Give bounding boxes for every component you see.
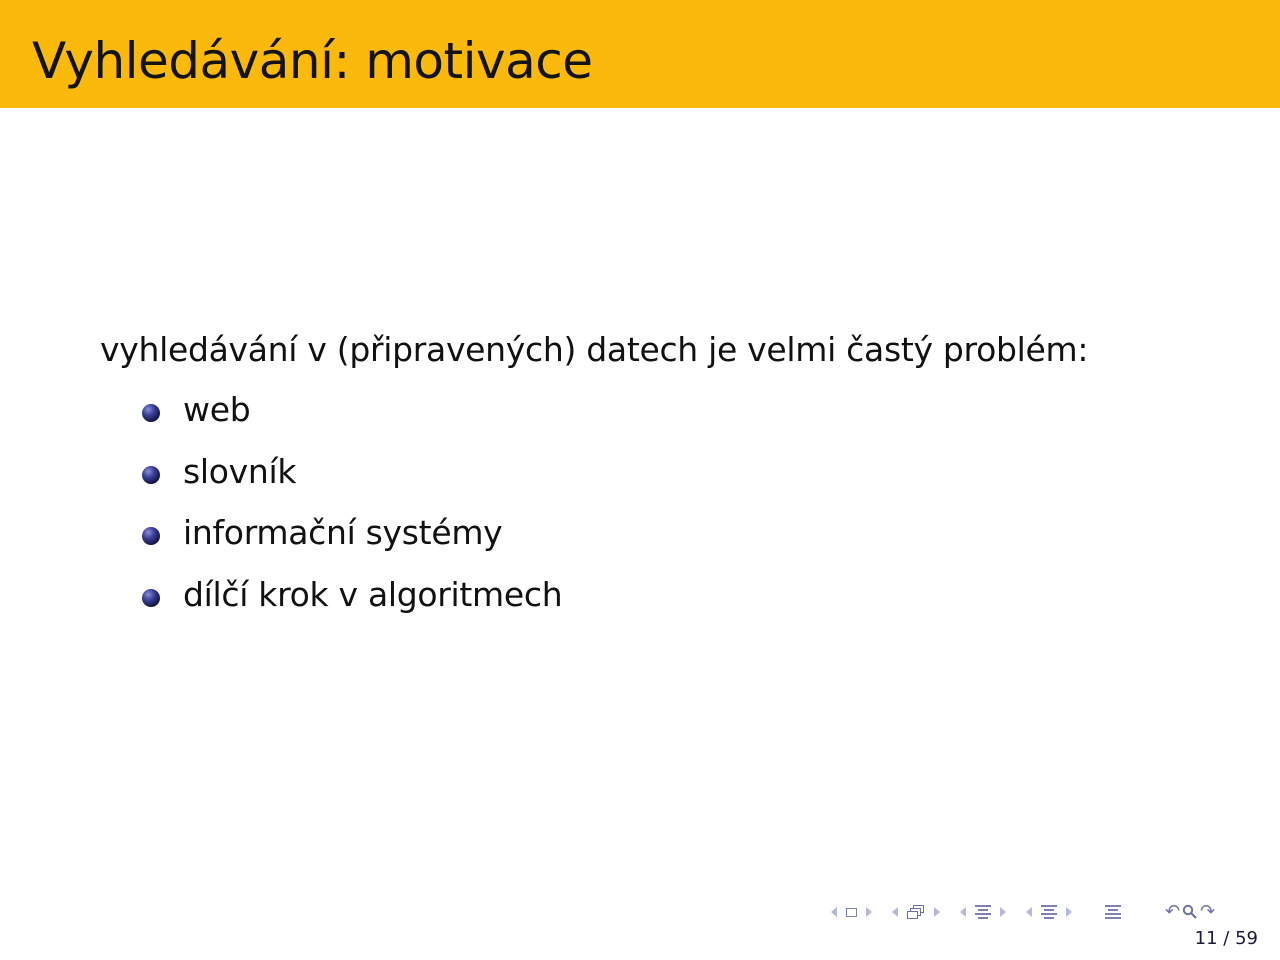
section-icon[interactable] bbox=[1041, 904, 1057, 920]
navigation-bar bbox=[826, 900, 1270, 924]
next-section-icon[interactable] bbox=[1000, 907, 1006, 917]
prev-frame-icon[interactable] bbox=[831, 907, 837, 917]
frame-icon[interactable] bbox=[846, 908, 857, 917]
page-number: 11 / 59 bbox=[1194, 928, 1258, 949]
section-nav-a bbox=[955, 904, 1011, 920]
list-item bbox=[100, 374, 1200, 436]
title-bar bbox=[0, 0, 1280, 108]
document-nav bbox=[1101, 904, 1125, 920]
prev-subsection-icon[interactable] bbox=[892, 907, 898, 917]
subsection-icon[interactable] bbox=[907, 904, 925, 920]
search-controls bbox=[1165, 903, 1215, 921]
list-item-text: dílčí krok v algoritmech bbox=[183, 574, 563, 614]
bullet-icon bbox=[142, 466, 160, 484]
bullet-list bbox=[100, 374, 1200, 620]
section-icon[interactable] bbox=[975, 904, 991, 920]
document-icon[interactable] bbox=[1105, 904, 1121, 920]
bullet-icon bbox=[142, 589, 160, 607]
frame-nav bbox=[826, 907, 877, 917]
next-subsection-icon[interactable] bbox=[934, 907, 940, 917]
list-item-text: web bbox=[183, 390, 251, 429]
slide-title: Vyhledávání: motivace bbox=[32, 32, 593, 90]
search-icon[interactable] bbox=[1182, 904, 1198, 920]
lead-text: vyhledávání v (připravených) datech je velmi častý problém: bbox=[100, 330, 1089, 369]
list-item-text: informační systémy bbox=[183, 513, 503, 552]
prev-section-icon[interactable] bbox=[1026, 907, 1032, 917]
redo-icon[interactable]: ↷ bbox=[1200, 901, 1216, 922]
prev-section-icon[interactable] bbox=[960, 907, 966, 917]
bullet-icon bbox=[142, 527, 160, 545]
list-item-text: slovník bbox=[183, 451, 297, 491]
section-nav-b bbox=[1021, 904, 1077, 920]
undo-icon[interactable]: ↶ bbox=[1165, 901, 1181, 922]
next-frame-icon[interactable] bbox=[866, 907, 872, 917]
list-item bbox=[100, 497, 1200, 559]
bullet-icon bbox=[142, 404, 160, 422]
next-section-icon[interactable] bbox=[1066, 907, 1072, 917]
slide-content bbox=[100, 326, 1200, 620]
subsection-nav bbox=[887, 904, 945, 920]
list-item bbox=[100, 436, 1200, 498]
list-item bbox=[100, 559, 1200, 621]
